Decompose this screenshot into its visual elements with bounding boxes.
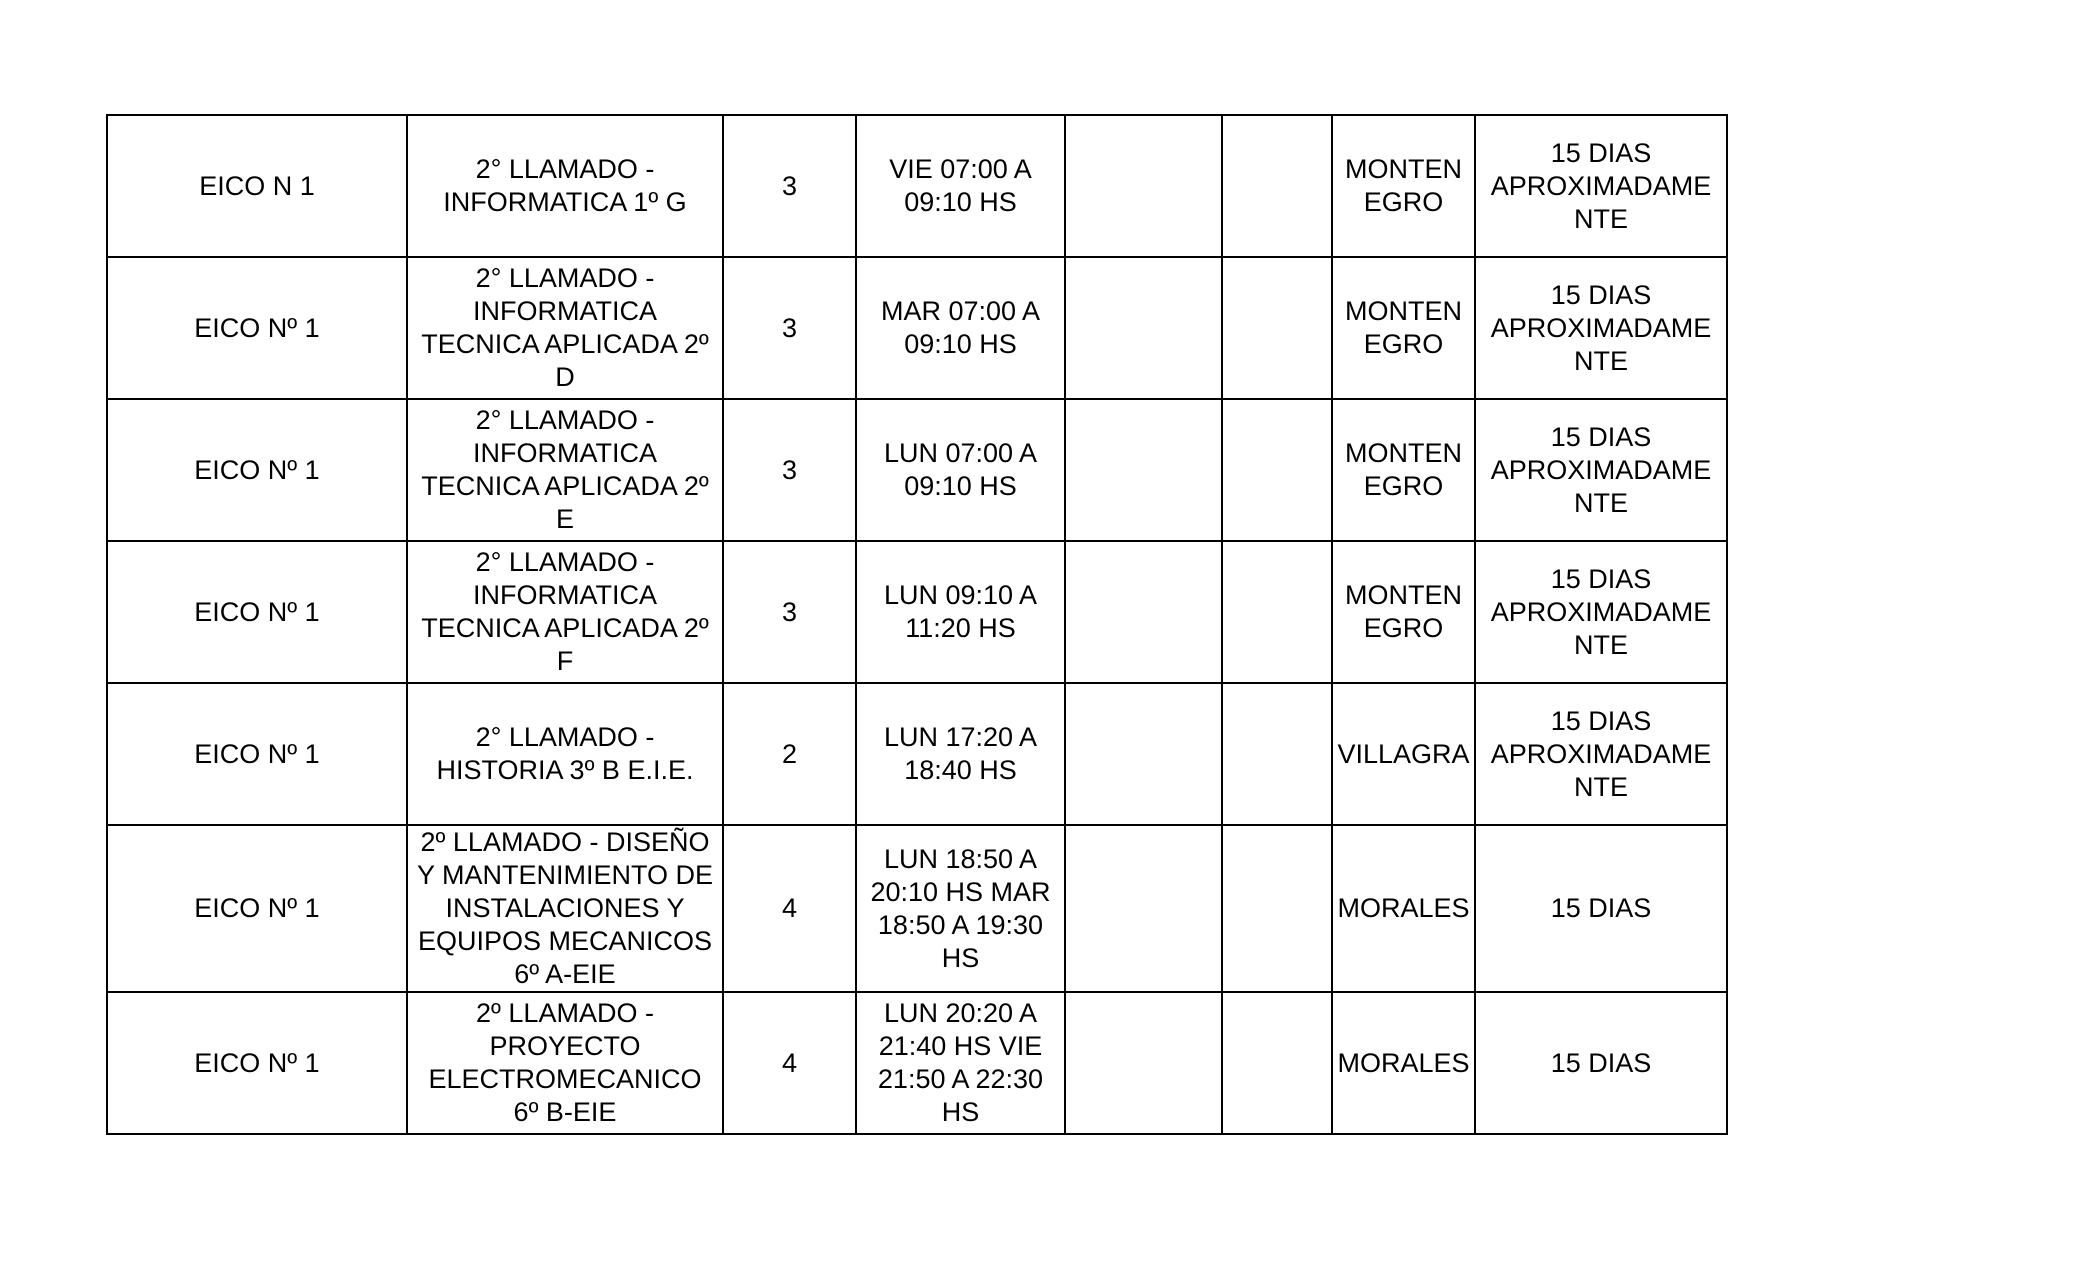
table-row — [107, 115, 1727, 257]
empty-cell — [1222, 399, 1332, 541]
table-row — [107, 992, 1727, 1134]
horario-cell: LUN 18:50 A 20:10 HS MAR 18:50 A 19:30 HS — [856, 825, 1065, 992]
docente-cell: MORALES — [1332, 992, 1475, 1134]
duracion-cell: 15 DIAS — [1475, 825, 1727, 992]
empty-cell — [1065, 683, 1222, 825]
duracion-cell: 15 DIAS APROXIMADAME NTE — [1475, 115, 1727, 257]
duracion-cell: 15 DIAS APROXIMADAME NTE — [1475, 541, 1727, 683]
docente-cell: MONTEN EGRO — [1332, 541, 1475, 683]
empty-cell — [1222, 825, 1332, 992]
escuela-cell: EICO Nº 1 — [107, 399, 407, 541]
duracion-cell: 15 DIAS — [1475, 992, 1727, 1134]
horas-cell: 3 — [723, 257, 856, 399]
empty-cell — [1065, 399, 1222, 541]
empty-cell — [1222, 115, 1332, 257]
asignatura-cell: 2° LLAMADO - INFORMATICA 1º G — [407, 115, 723, 257]
asignatura-cell: 2° LLAMADO - INFORMATICA TECNICA APLICADA 2º D — [407, 257, 723, 399]
docente-cell: MORALES — [1332, 825, 1475, 992]
horario-cell: LUN 09:10 A 11:20 HS — [856, 541, 1065, 683]
asignatura-cell: 2º LLAMADO - PROYECTO ELECTROMECANICO 6º B-EIE — [407, 992, 723, 1134]
docente-cell: MONTEN EGRO — [1332, 399, 1475, 541]
escuela-cell: EICO Nº 1 — [107, 541, 407, 683]
horario-cell: MAR 07:00 A 09:10 HS — [856, 257, 1065, 399]
table-row — [107, 683, 1727, 825]
horas-cell: 3 — [723, 541, 856, 683]
escuela-cell: EICO Nº 1 — [107, 257, 407, 399]
empty-cell — [1065, 257, 1222, 399]
empty-cell — [1065, 992, 1222, 1134]
escuela-cell: EICO Nº 1 — [107, 825, 407, 992]
empty-cell — [1222, 992, 1332, 1134]
horas-cell: 4 — [723, 992, 856, 1134]
asignatura-cell: 2° LLAMADO - HISTORIA 3º B E.I.E. — [407, 683, 723, 825]
docente-cell: MONTEN EGRO — [1332, 257, 1475, 399]
horario-cell: LUN 17:20 A 18:40 HS — [856, 683, 1065, 825]
escuela-cell: EICO Nº 1 — [107, 683, 407, 825]
horas-cell: 2 — [723, 683, 856, 825]
empty-cell — [1065, 541, 1222, 683]
asignatura-cell: 2º LLAMADO - DISEÑO Y MANTENIMIENTO DE INSTALACIONES Y EQUIPOS MECANICOS 6º A-EIE — [407, 825, 723, 992]
empty-cell — [1222, 257, 1332, 399]
duracion-cell: 15 DIAS APROXIMADAME NTE — [1475, 257, 1727, 399]
asignatura-cell: 2° LLAMADO - INFORMATICA TECNICA APLICADA 2º F — [407, 541, 723, 683]
horario-cell: LUN 20:20 A 21:40 HS VIE 21:50 A 22:30 HS — [856, 992, 1065, 1134]
convocatorias-table — [106, 114, 1728, 1135]
escuela-cell: EICO Nº 1 — [107, 992, 407, 1134]
horas-cell: 3 — [723, 115, 856, 257]
empty-cell — [1065, 115, 1222, 257]
table-row — [107, 399, 1727, 541]
escuela-cell: EICO N 1 — [107, 115, 407, 257]
horas-cell: 4 — [723, 825, 856, 992]
asignatura-cell: 2° LLAMADO - INFORMATICA TECNICA APLICADA 2º E — [407, 399, 723, 541]
horario-cell: LUN 07:00 A 09:10 HS — [856, 399, 1065, 541]
table-row — [107, 825, 1727, 992]
duracion-cell: 15 DIAS APROXIMADAME NTE — [1475, 683, 1727, 825]
empty-cell — [1222, 683, 1332, 825]
docente-cell: VILLAGRA — [1332, 683, 1475, 825]
table-row — [107, 541, 1727, 683]
table-row — [107, 257, 1727, 399]
horas-cell: 3 — [723, 399, 856, 541]
docente-cell: MONTEN EGRO — [1332, 115, 1475, 257]
horario-cell: VIE 07:00 A 09:10 HS — [856, 115, 1065, 257]
empty-cell — [1065, 825, 1222, 992]
empty-cell — [1222, 541, 1332, 683]
duracion-cell: 15 DIAS APROXIMADAME NTE — [1475, 399, 1727, 541]
